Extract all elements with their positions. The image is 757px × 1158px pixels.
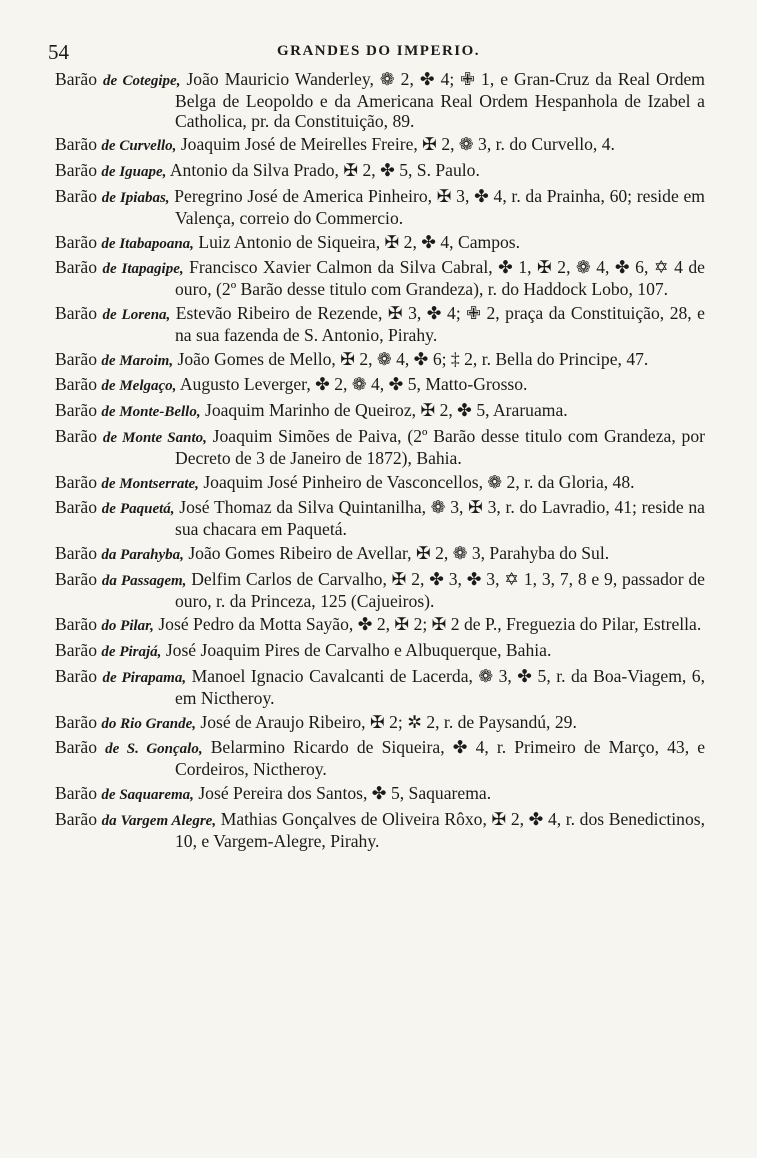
list-item bbox=[55, 667, 705, 709]
list-item bbox=[55, 375, 705, 397]
entry-rank: Barão bbox=[55, 257, 98, 278]
entry-title: de Monte Santo, bbox=[102, 429, 207, 446]
list-item bbox=[55, 350, 705, 372]
entry-title: de Maroim, bbox=[101, 352, 174, 369]
entry-text: Manoel Ignacio Cavalcanti de Lacerda, ❁ 3, ✤ 5, r. da Boa-Viagem, 6, em Nictheroy. bbox=[175, 665, 706, 708]
entry-rank: Barão bbox=[55, 185, 98, 206]
entry-text: Belarmino Ricardo de Siqueira, ✤ 4, r. Primeiro de Março, 43, e Cordeiros, Nictheroy. bbox=[175, 737, 706, 780]
list-item bbox=[55, 233, 705, 255]
entry-rank: Barão bbox=[55, 134, 98, 155]
entry-text: Mathias Gonçalves de Oliveira Rôxo, ✠ 2, ✤ 4, r. dos Benedictinos, 10, e Vargem-Alegre, Pirahy. bbox=[175, 808, 705, 851]
list-item bbox=[55, 498, 705, 540]
entry-rank: Barão bbox=[55, 640, 98, 661]
entry-title: de Cotegipe, bbox=[103, 73, 181, 89]
entry-title: da Parahyba, bbox=[101, 546, 184, 563]
entry-rank: Barão bbox=[55, 425, 98, 446]
entry-rank: Barão bbox=[55, 160, 98, 181]
entry-text: Joaquim José de Meirelles Freire, ✠ 2, ❁ 3, r. do Curvello, 4. bbox=[176, 134, 615, 155]
entry-text: João Gomes de Mello, ✠ 2, ❁ 4, ✤ 6; ‡ 2, r. Bella do Principe, 47. bbox=[173, 348, 649, 369]
entry-text: José Thomaz da Silva Quintanilha, ❁ 3, ✠ 3, r. do Lavradio, 41; reside na sua chacara em Paquetá. bbox=[174, 497, 705, 540]
page-header bbox=[48, 40, 709, 62]
entry-title: de Montserrate, bbox=[101, 475, 199, 492]
entry-rank: Barão bbox=[55, 231, 98, 252]
list-item bbox=[55, 473, 705, 495]
list-item bbox=[55, 258, 705, 300]
entry-rank: Barão bbox=[55, 400, 98, 421]
entry-rank: Barão bbox=[55, 542, 98, 563]
list-item bbox=[55, 784, 705, 806]
entry-text: João Mauricio Wanderley, ❁ 2, ✤ 4; ✙ 1, e Gran-Cruz da Real Ordem Belga de Leopoldo e da Americana Real Ordem Hespanhola de Izabel a Catholica, pr. da Constituição, 89. bbox=[175, 69, 705, 131]
entry-title: de Melgaço, bbox=[101, 378, 177, 395]
entry-title: da Passagem, bbox=[101, 572, 187, 589]
entry-text: Francisco Xavier Calmon da Silva Cabral, ✤ 1, ✠ 2, ❁ 4, ✤ 6, ✡ 4 de ouro, (2º Barão desse titulo com Grandeza), r. do Haddock Lobo, 107. bbox=[175, 257, 705, 300]
entry-title: de Monte-Bello, bbox=[101, 404, 201, 421]
entry-rank: Barão bbox=[55, 374, 98, 395]
list-item bbox=[55, 70, 705, 131]
entry-title: de Itabapoana, bbox=[101, 235, 194, 252]
entry-text: Joaquim Marinho de Queiroz, ✠ 2, ✤ 5, Araruama. bbox=[200, 400, 568, 421]
entry-rank: Barão bbox=[55, 782, 98, 803]
list-item bbox=[55, 161, 705, 183]
entry-title: de Pirajá, bbox=[101, 644, 162, 661]
entry-text: José Pereira dos Santos, ✤ 5, Saquarema. bbox=[193, 782, 492, 803]
list-item bbox=[55, 544, 705, 566]
entry-text: José Joaquim Pires de Carvalho e Albuquerque, Bahia. bbox=[161, 640, 552, 661]
entry-title: da Vargem Alegre, bbox=[101, 812, 217, 829]
entry-text: Joaquim Simões de Paiva, (2º Barão desse titulo com Grandeza, por Decreto de 3 de Janeiro de 1872), Bahia. bbox=[175, 425, 705, 468]
entry-text: Luiz Antonio de Siqueira, ✠ 2, ✤ 4, Campos. bbox=[193, 231, 521, 252]
entry-title: de Iguape, bbox=[101, 164, 167, 181]
list-item bbox=[55, 401, 705, 423]
entry-rank: Barão bbox=[55, 69, 98, 89]
entry-text: João Gomes Ribeiro de Avellar, ✠ 2, ❁ 3, Parahyba do Sul. bbox=[183, 542, 610, 563]
entry-rank: Barão bbox=[55, 614, 98, 635]
entry-text: Joaquim José Pinheiro de Vasconcellos, ❁ 2, r. da Gloria, 48. bbox=[198, 471, 635, 492]
list-item bbox=[55, 135, 705, 157]
entry-rank: Barão bbox=[55, 302, 98, 323]
entry-text: Antonio da Silva Prado, ✠ 2, ✤ 5, S. Paulo. bbox=[166, 160, 480, 181]
entry-title: do Rio Grande, bbox=[101, 715, 197, 732]
list-item bbox=[55, 570, 705, 612]
list-item bbox=[55, 427, 705, 469]
entry-text: Peregrino José de America Pinheiro, ✠ 3, ✤ 4, r. da Prainha, 60; reside em Valença, correio do Commercio. bbox=[169, 185, 705, 228]
list-item bbox=[55, 615, 705, 637]
entry-rank: Barão bbox=[55, 808, 98, 829]
entry-title: de Ipiabas, bbox=[101, 189, 170, 206]
entry-rank: Barão bbox=[55, 711, 98, 732]
entry-rank: Barão bbox=[55, 497, 98, 518]
list-item bbox=[55, 641, 705, 663]
entry-title: de Paquetá, bbox=[101, 501, 175, 518]
entry-title: de Itapagipe, bbox=[102, 261, 184, 278]
entry-text: Augusto Leverger, ✤ 2, ❁ 4, ✤ 5, Matto-Grosso. bbox=[176, 374, 528, 395]
entry-rank: Barão bbox=[55, 665, 98, 686]
list-item bbox=[55, 713, 705, 735]
list-item bbox=[55, 810, 705, 852]
entry-title: de Pirapama, bbox=[102, 669, 187, 686]
entry-title: de Lorena, bbox=[102, 306, 171, 323]
entry-rank: Barão bbox=[55, 348, 98, 369]
entry-title: de Curvello, bbox=[101, 138, 177, 155]
entry-rank: Barão bbox=[55, 471, 98, 492]
running-head: GRANDES DO IMPERIO. bbox=[276, 43, 481, 59]
entry-text: Delfim Carlos de Carvalho, ✠ 2, ✤ 3, ✤ 3, ✡ 1, 3, 7, 8 e 9, passador de ouro, r. da Princeza, 125 (Cajueiros). bbox=[175, 568, 705, 611]
list-item bbox=[55, 304, 705, 346]
entry-rank: Barão bbox=[55, 568, 98, 589]
entry-title: do Pilar, bbox=[101, 618, 154, 635]
entry-text: Estevão Ribeiro de Rezende, ✠ 3, ✤ 4; ✙ 2, praça da Constituição, 28, e na sua fazenda de S. Antonio, Pirahy. bbox=[170, 302, 705, 345]
entry-text: José Pedro da Motta Sayão, ✤ 2, ✠ 2; ✠ 2 de P., Freguezia do Pilar, Estrella. bbox=[153, 614, 702, 635]
list-item bbox=[55, 738, 705, 780]
page-number: 54 bbox=[48, 40, 69, 64]
entry-rank: Barão bbox=[55, 737, 98, 758]
entry-list bbox=[55, 70, 705, 855]
entry-title: de S. Gonçalo, bbox=[105, 741, 203, 758]
entry-title: de Saquarema, bbox=[101, 786, 194, 803]
list-item bbox=[55, 187, 705, 229]
entry-text: José de Araujo Ribeiro, ✠ 2; ✲ 2, r. de Paysandú, 29. bbox=[196, 711, 577, 732]
